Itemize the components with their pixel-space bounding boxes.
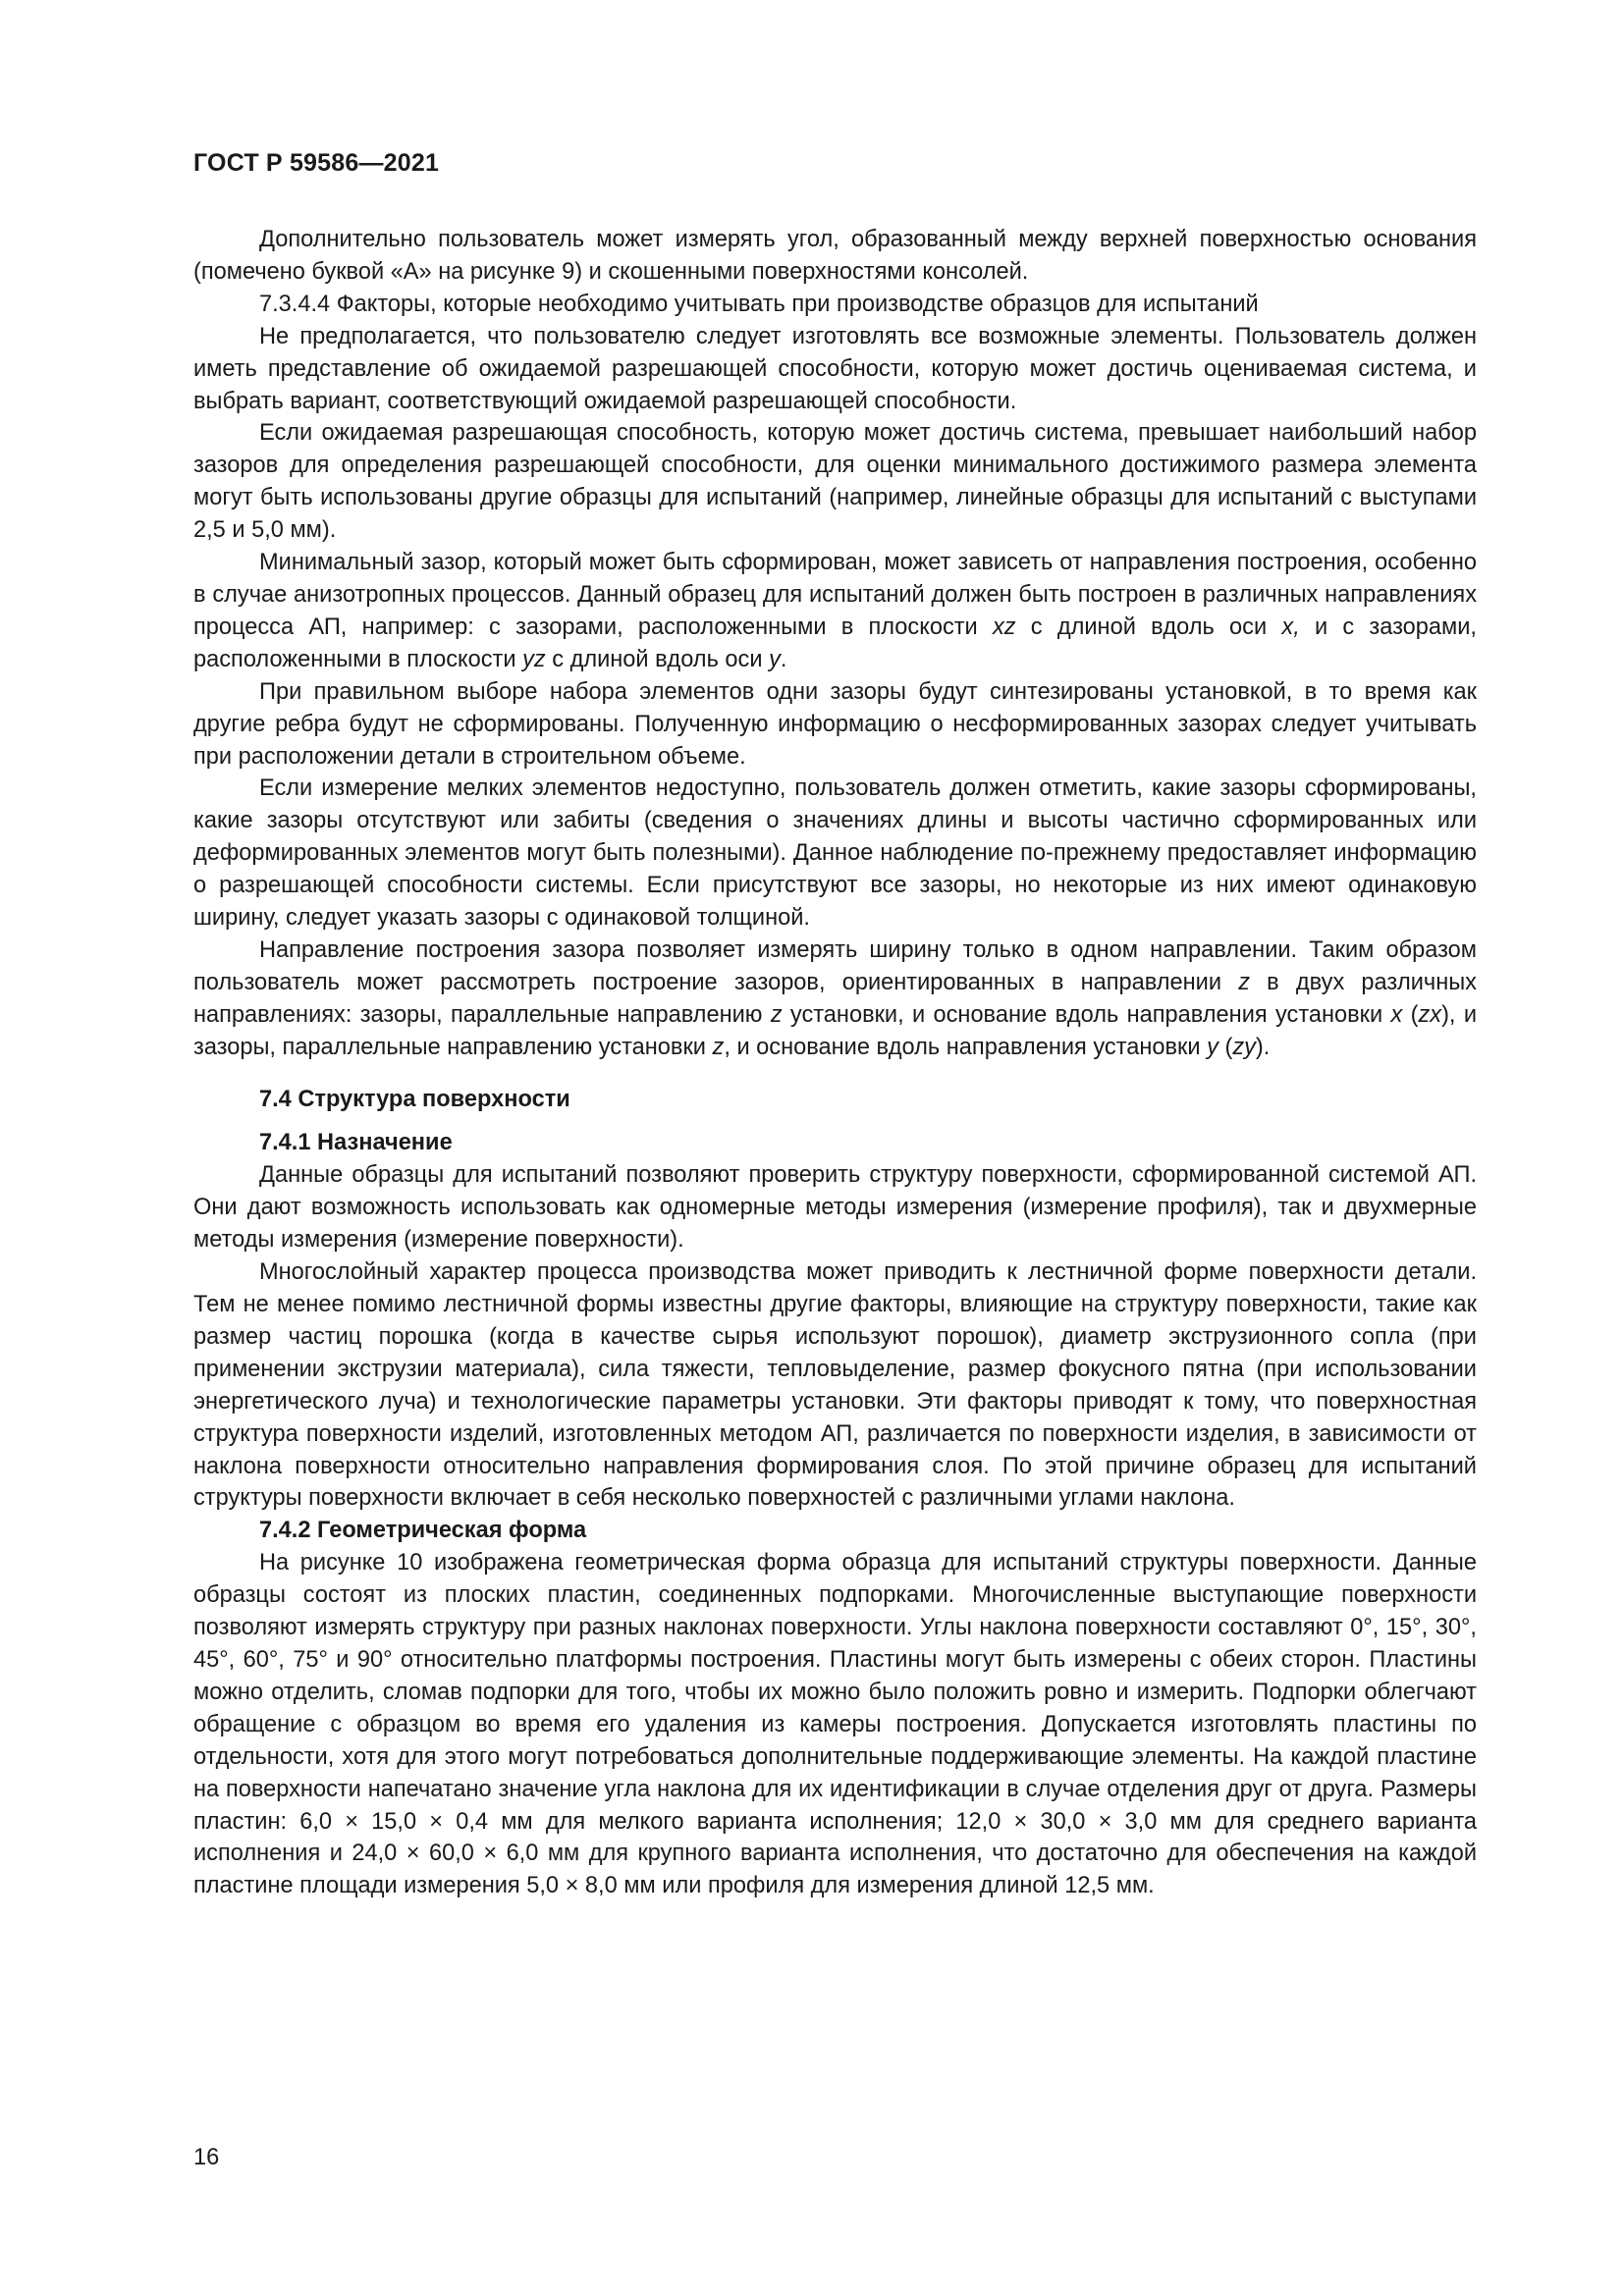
paragraph-angle-measurement: Дополнительно пользователь может измерять угол, образованный между верхней поверхностью основания (помечено буквой «A» на рисунке 9) и скошенными поверхностями консолей.	[193, 227, 1477, 285]
page-number: 16	[193, 2145, 220, 2170]
paragraph-small-elements: Если измерение мелких элементов недоступно, пользователь должен отметить, какие зазоры сформированы, какие зазоры отсутствуют или забиты (сведения о значениях длины и высоты частично сформированных или деформированных элементов могут быть полезными). Данное наблюдение по-прежнему предоставляет информацию о разрешающей способности системы. Если присутствуют все зазоры, но некоторые из них имеют одинаковую ширину, следует указать зазоры с одинаковой толщиной.	[193, 775, 1477, 932]
document-header: ГОСТ Р 59586—2021	[193, 149, 440, 177]
paragraph-purpose: Данные образцы для испытаний позволяют проверить структуру поверхности, сформированной системой АП. Они дают возможность использовать как одномерные методы измерения (измерение профиля), так и двухмерные методы измерения (измерение поверхности).	[193, 1162, 1477, 1254]
subsection-heading-7-4-2: 7.4.2 Геометрическая форма	[259, 1518, 587, 1544]
paragraph-surface-factors: Многослойный характер процесса производства может приводить к лестничной форме поверхности детали. Тем не менее помимо лестничной формы известны другие факторы, влияющие на структуру поверхности, такие как размер частиц порошка (когда в качестве сырья используют порошок), диаметр экструзионного сопла (при применении экструзии материала), сила тяжести, тепловыделение, размер фокусного пятна (при использовании энергетического луча) и технологические параметры установки. Эти факторы приводят к тому, что поверхностная структура поверхности изделий, изготовленных методом АП, различается по поверхности изделия, в зависимости от наклона поверхности относительно направления формирования слоя. По этой причине образец для испытаний структуры поверхности включает в себя несколько поверхностей с различными углами наклона.	[193, 1259, 1477, 1512]
paragraph-elements-choice: Не предполагается, что пользователю следует изготовлять все возможные элементы. Пользователь должен иметь представление об ожидаемой разрешающей способности, которую может достичь оцениваемая система, и выбрать вариант, соответствующий ожидаемой разрешающей способности.	[193, 323, 1477, 414]
paragraph-min-gap: Минимальный зазор, который может быть сформирован, может зависеть от направления построения, особенно в случае анизотропных процессов. Данный образец для испытаний должен быть построен в различных направлениях процесса АП, например: с зазорами, расположенными в плоскости xz с длиной вдоль оси x, и с зазорами, расположенными в плоскости yz с длиной вдоль оси y.	[193, 550, 1477, 672]
paragraph-resolution: Если ожидаемая разрешающая способность, которую может достичь система, превышает наибольший набор зазоров для определения разрешающей способности, для оценки минимального достижимого размера элемента могут быть использованы другие образцы для испытаний (например, линейные образцы для испытаний с выступами 2,5 и 5,0 мм).	[193, 420, 1477, 544]
subsection-heading-7-4-1: 7.4.1 Назначение	[259, 1130, 453, 1156]
section-heading-7-4: 7.4 Структура поверхности	[259, 1086, 570, 1112]
paragraph-element-selection: При правильном выборе набора элементов одни зазоры будут синтезированы установкой, в то время как другие ребра будут не сформированы. Полученную информацию о несформированных зазорах следует учитывать при расположении детали в строительном объеме.	[193, 678, 1477, 770]
paragraph-geometry: На рисунке 10 изображена геометрическая форма образца для испытаний структуры поверхности. Данные образцы состоят из плоских пластин, соединенных подпорками. Многочисленные выступающие поверхности позволяют измерять структуру при разных наклонах поверхности. Углы наклона поверхности составляют 0°, 15°, 30°, 45°, 60°, 75° и 90° относительно платформы построения. Пластины могут быть измерены с обеих сторон. Пластины можно отделить, сломав подпорки для того, чтобы их можно было положить ровно и измерить. Подпорки облегчают обращение с образцом во время его удаления из камеры построения. Допускается изготовлять пластины по отдельности, хотя для этого могут потребоваться дополнительные поддерживающие элементы. На каждой пластине на поверхности напечатано значение угла наклона для их идентификации в случае отделения друг от друга. Размеры пластин: 6,0 × 15,0 × 0,4 мм для мелкого варианта исполнения; 12,0 × 30,0 × 3,0 мм для среднего варианта исполнения и 24,0 × 60,0 × 6,0 мм для крупного варианта исполнения, что достаточно для обеспечения на каждой пластине площади измерения 5,0 × 8,0 мм или профиля для измерения длиной 12,5 мм.	[193, 1550, 1477, 1899]
clause-7-3-4-4: 7.3.4.4 Факторы, которые необходимо учитывать при производстве образцов для испытаний	[259, 291, 1259, 317]
document-body	[193, 224, 1477, 1902]
paragraph-gap-direction: Направление построения зазора позволяет измерять ширину только в одном направлении. Таким образом пользователь может рассмотреть построение зазоров, ориентированных в направлении z в двух различных направлениях: зазоры, параллельные направлению z установки, и основание вдоль направления установки x (zx), и зазоры, параллельные направлению установки z, и основание вдоль направления установки y (zy).	[193, 936, 1477, 1060]
